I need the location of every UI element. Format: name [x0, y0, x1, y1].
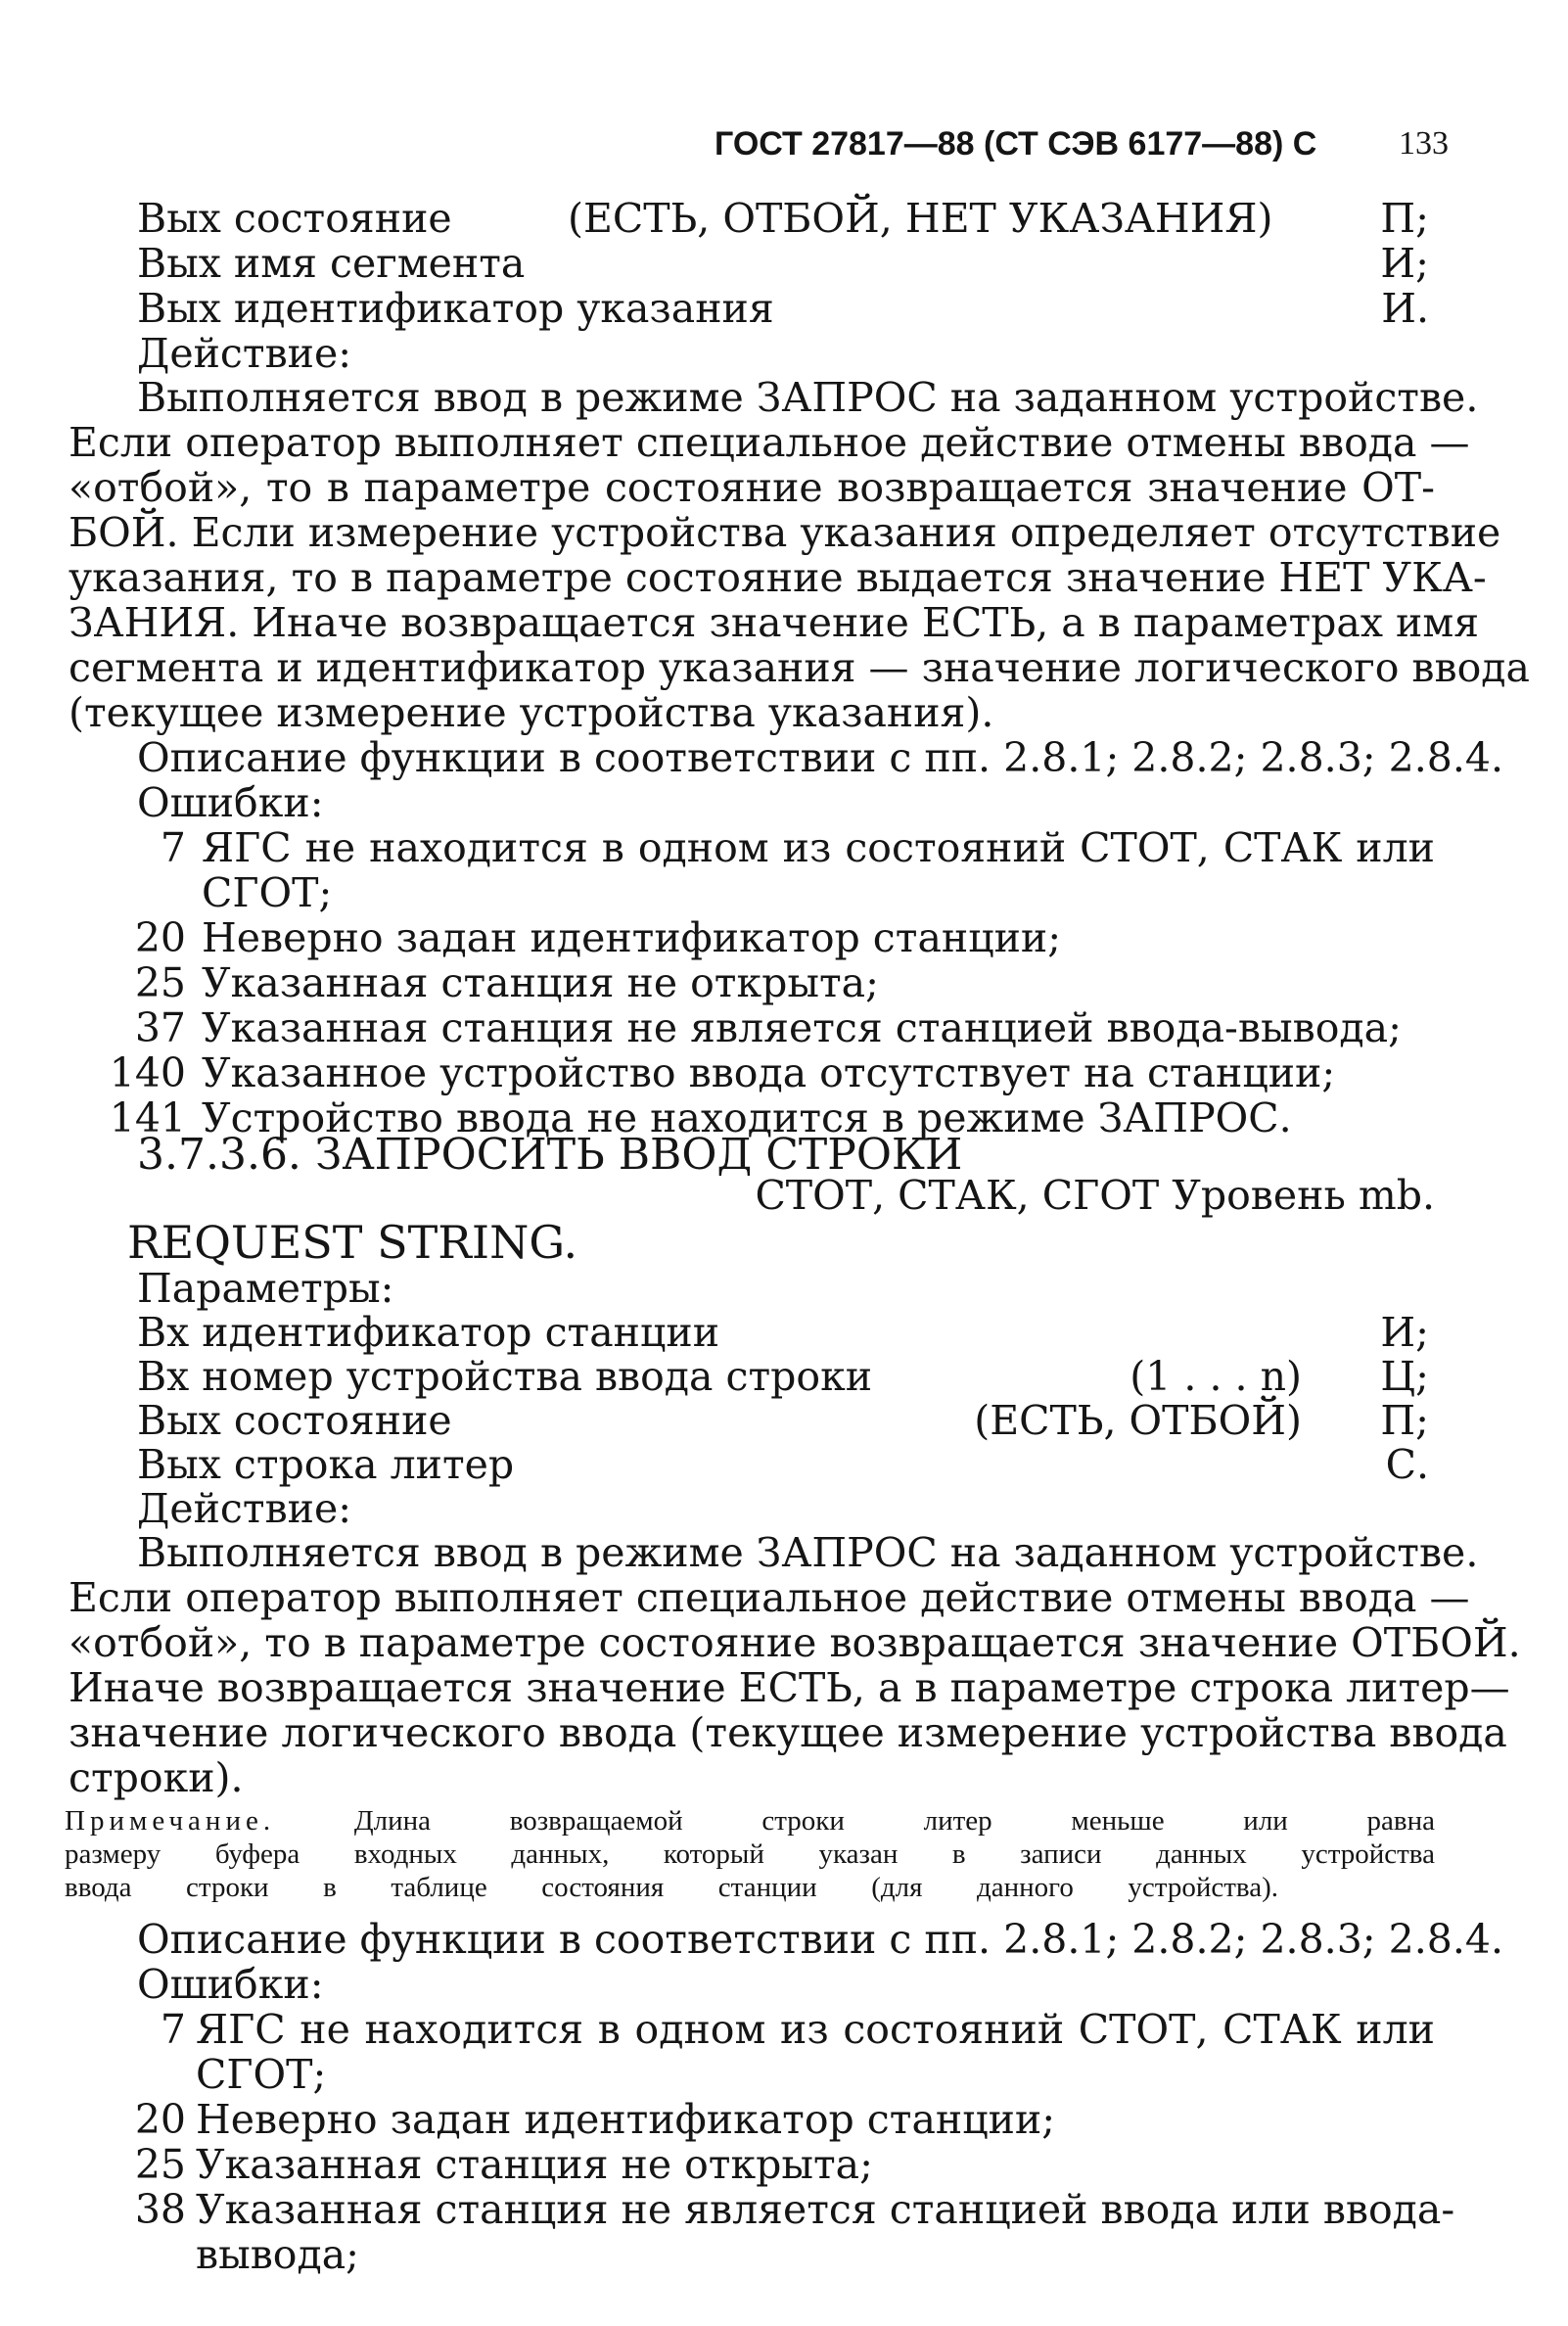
param-name: Вх номер устройства ввода строки [137, 1353, 873, 1400]
error-text: Указанная станция не открыта; [196, 2141, 873, 2188]
error-text: ЯГС не находится в одном из состояний СТОТ, СТАК или [196, 2006, 1435, 2053]
note-label: Примечание. [65, 1805, 276, 1837]
action-line: (текущее измерение устройства указания). [69, 689, 994, 736]
running-header [715, 125, 1449, 168]
action-line: ЗАНИЯ. Иначе возвращается значение ЕСТЬ, а в параметрах имя [69, 599, 1480, 646]
action-line: Если оператор выполняет специальное действие отмены ввода — [69, 1574, 1470, 1621]
note-line: размеру буфера входных данных, который указан в записи данных устройства [65, 1838, 1435, 1870]
action-line: «отбой», то в параметре состояние возвращается значение ОТ- [69, 464, 1435, 511]
errors-label: Ошибки: [137, 1961, 324, 2008]
error-code: 141 [109, 1094, 186, 1141]
section-title: 3.7.3.6. ЗАПРОСИТЬ ВВОД СТРОКИ [137, 1130, 963, 1180]
error-text: ЯГС не находится в одном из состояний СТОТ, СТАК или [202, 824, 1435, 871]
error-code: 7 [160, 2006, 186, 2053]
error-code: 25 [134, 2141, 186, 2188]
action-label: Действие: [137, 1485, 352, 1532]
error-text: Указанное устройство ввода отсутствует на станции; [202, 1049, 1336, 1096]
action-label: Действие: [137, 330, 352, 377]
error-text-cont: СГОТ; [196, 2051, 327, 2098]
error-text: Указанная станция не открыта; [202, 959, 879, 1006]
param-type: И; [1380, 240, 1429, 287]
param-name: Вых строка литер [137, 1441, 515, 1488]
params-label: Параметры: [137, 1265, 394, 1312]
action-line: значение логического ввода (текущее измерение устройства ввода [69, 1709, 1507, 1756]
param-type: И; [1380, 1309, 1429, 1356]
error-code: 37 [134, 1004, 186, 1051]
action-line: Выполняется ввод в режиме ЗАПРОС на заданном устройстве. [137, 1529, 1479, 1576]
error-text-cont: вывода; [196, 2231, 359, 2278]
error-code: 20 [134, 914, 186, 961]
param-type: И. [1381, 285, 1429, 332]
section-english-name: REQUEST STRING. [127, 1216, 578, 1269]
error-code: 38 [134, 2186, 186, 2233]
param-type: Ц; [1380, 1353, 1429, 1400]
section-states-level: СТОТ, СТАК, СГОТ Уровень mb. [755, 1172, 1435, 1219]
param-name: Вых состояние [137, 1397, 452, 1444]
param-name: Вх идентификатор станции [137, 1309, 720, 1356]
errors-label: Ошибки: [137, 779, 324, 826]
param-type: П; [1380, 195, 1429, 242]
param-range: (1 . . . n) [1130, 1353, 1302, 1400]
page-number: 133 [1399, 125, 1449, 162]
action-line: указания, то в параметре состояние выдается значение НЕТ УКА- [69, 554, 1487, 601]
param-range: (ЕСТЬ, ОТБОЙ) [974, 1397, 1302, 1444]
error-text-cont: СГОТ; [202, 869, 333, 916]
param-range: (ЕСТЬ, ОТБОЙ, НЕТ УКАЗАНИЯ) [568, 195, 1273, 242]
action-line: Выполняется ввод в режиме ЗАПРОС на заданном устройстве. [137, 374, 1479, 421]
error-text: Устройство ввода не находится в режиме ЗАПРОС. [202, 1094, 1292, 1141]
error-code: 140 [109, 1049, 186, 1096]
header-title: ГОСТ 27817—88 (СТ СЭВ 6177—88) С [715, 125, 1317, 163]
param-type: С. [1385, 1441, 1429, 1488]
param-type: П; [1380, 1397, 1429, 1444]
error-code: 25 [134, 959, 186, 1006]
param-name: Вых идентификатор указания [137, 285, 774, 332]
error-code: 7 [160, 824, 186, 871]
param-name: Вых имя сегмента [137, 240, 526, 287]
error-text: Неверно задан идентификатор станции; [202, 914, 1062, 961]
note-line: ввода строки в таблице состояния станции (для данного устройства). [65, 1872, 1278, 1903]
action-line: Иначе возвращается значение ЕСТЬ, а в параметре строка литер— [69, 1664, 1510, 1711]
error-text: Неверно задан идентификатор станции; [196, 2096, 1056, 2143]
action-line: Если оператор выполняет специальное действие отмены ввода — [69, 419, 1470, 466]
note-line [65, 1804, 1435, 1838]
action-line: строки). [69, 1754, 244, 1801]
action-line: «отбой», то в параметре состояние возвращается значение ОТБОЙ. [69, 1619, 1521, 1666]
action-line: сегмента и идентификатор указания — значение логического ввода [69, 644, 1530, 691]
error-text: Указанная станция не является станцией ввода-вывода; [202, 1004, 1402, 1051]
function-description: Описание функции в соответствии с пп. 2.8.1; 2.8.2; 2.8.3; 2.8.4. [137, 734, 1503, 781]
function-description: Описание функции в соответствии с пп. 2.8.1; 2.8.2; 2.8.3; 2.8.4. [137, 1916, 1503, 1963]
action-line: БОЙ. Если измерение устройства указания определяет отсутствие [69, 509, 1501, 556]
param-name: Вых состояние [137, 195, 452, 242]
error-text: Указанная станция не является станцией ввода или ввода- [196, 2186, 1455, 2233]
note-text: Длина возвращаемой строки литер меньше или равна [353, 1805, 1435, 1837]
error-code: 20 [134, 2096, 186, 2143]
